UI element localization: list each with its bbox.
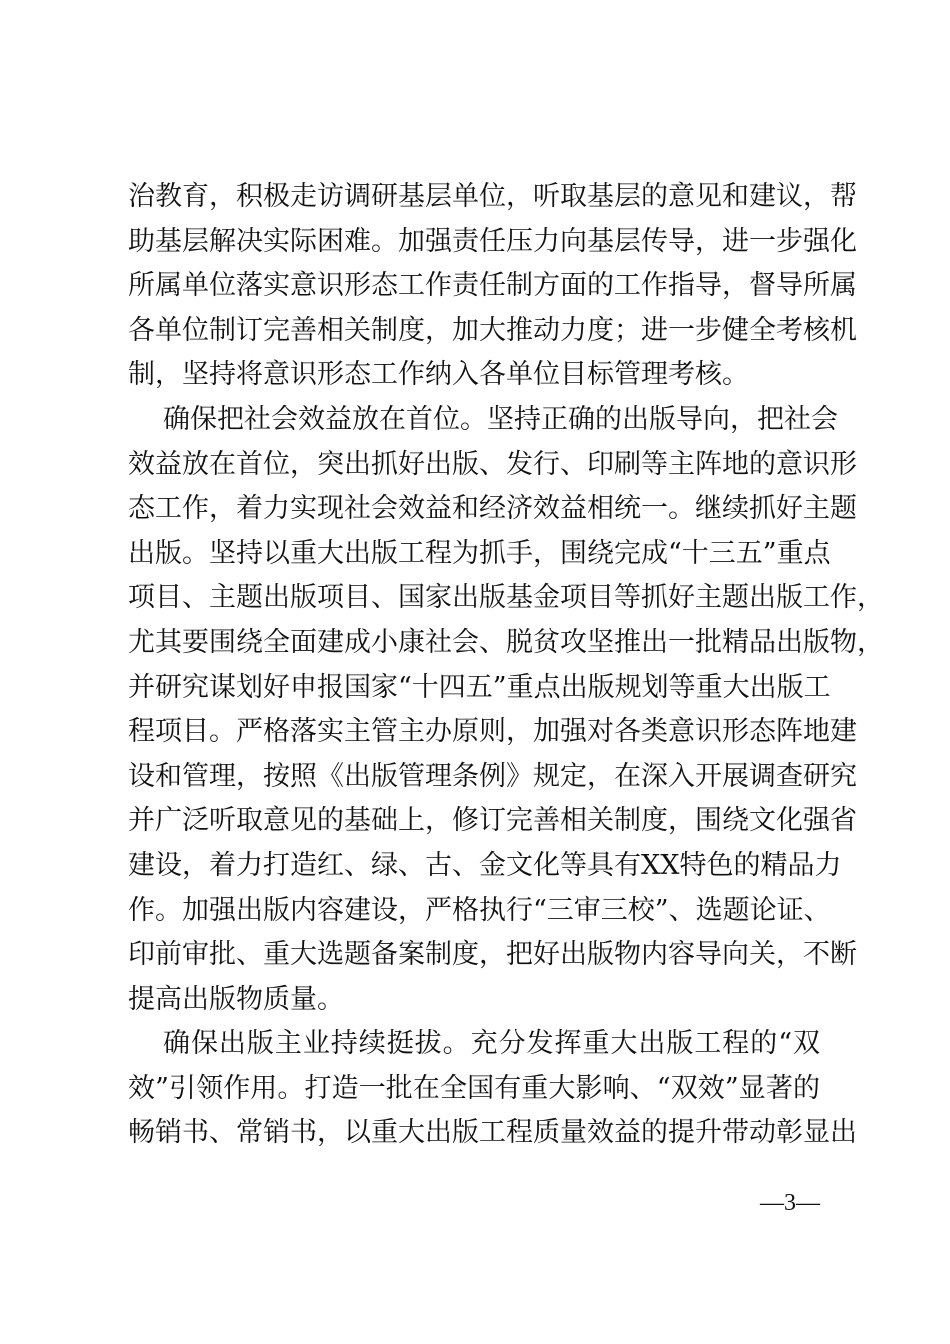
text-line: 并广泛听取意见的基础上，修订完善相关制度，围绕文化强省 bbox=[128, 805, 857, 837]
paragraph bbox=[128, 175, 857, 398]
text-line: 建设，着力打造红、绿、古、金文化等具有XX特色的精品力 bbox=[128, 849, 842, 881]
text-line: 并研究谋划好申报国家“十四五”重点出版规划等重大出版工 bbox=[128, 671, 831, 703]
text-line: 制，坚持将意识形态工作纳入各单位目标管理考核。 bbox=[128, 359, 749, 391]
text-line: 确保出版主业持续挺拔。充分发挥重大出版工程的“双 bbox=[163, 1028, 820, 1060]
text-line: 尤其要围绕全面建成小康社会、脱贫攻坚推出一批精品出版物， bbox=[128, 626, 884, 658]
text-line: 确保把社会效益放在首位。坚持正确的出版导向，把社会 bbox=[163, 403, 838, 435]
text-line: 所属单位落实意识形态工作责任制方面的工作指导，督导所属 bbox=[128, 270, 857, 302]
text-line: 各单位制订完善相关制度，加大推动力度；进一步健全考核机 bbox=[128, 314, 857, 346]
text-line: 作。加强出版内容建设，严格执行“三审三校”、选题论证、 bbox=[128, 894, 831, 926]
text-line: 提高出版物质量。 bbox=[128, 983, 344, 1015]
document-body bbox=[128, 175, 884, 1156]
text-line: 程项目。严格落实主管主办原则，加强对各类意识形态阵地建 bbox=[128, 716, 857, 748]
text-line: 设和管理，按照《出版管理条例》规定，在深入开展调查研究 bbox=[128, 760, 857, 792]
paragraph bbox=[128, 1022, 857, 1156]
text-line: 畅销书、常销书，以重大出版工程质量效益的提升带动彰显出 bbox=[128, 1117, 857, 1149]
text-line: 治教育，积极走访调研基层单位，听取基层的意见和建议，帮 bbox=[128, 181, 857, 212]
text-line: 出版。坚持以重大出版工程为抓手，围绕完成“十三五”重点 bbox=[128, 537, 831, 569]
paragraph bbox=[128, 398, 884, 1022]
text-line: 态工作，着力实现社会效益和经济效益相统一。继续抓好主题 bbox=[128, 493, 857, 525]
text-line: 项目、主题出版项目、国家出版基金项目等抓好主题出版工作， bbox=[128, 582, 884, 614]
text-line: 助基层解决实际困难。加强责任压力向基层传导，进一步强化 bbox=[128, 225, 857, 257]
text-line: 效益放在首位，突出抓好出版、发行、印刷等主阵地的意识形 bbox=[128, 448, 857, 480]
text-line: 效”引领作用。打造一批在全国有重大影响、“双效”显著的 bbox=[128, 1072, 820, 1104]
page-number: —3— bbox=[760, 1190, 820, 1216]
text-line: 印前审批、重大选题备案制度，把好出版物内容导向关，不断 bbox=[128, 939, 857, 971]
